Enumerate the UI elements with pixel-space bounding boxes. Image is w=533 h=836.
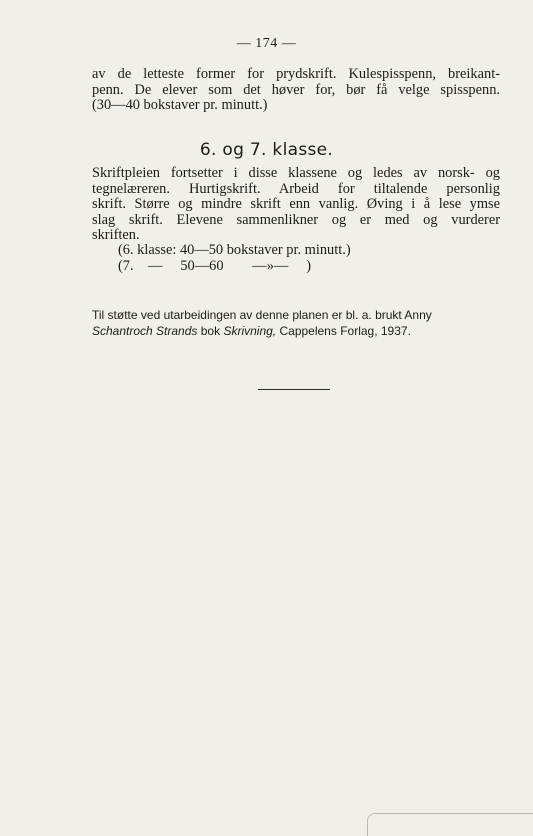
intro-paragraph (92, 67, 500, 114)
footnote-line: Til støtte ved utarbeidingen av denne planen er bl. a. brukt Anny (92, 308, 432, 322)
publisher: Cappelens Forlag, 1937. (279, 324, 411, 338)
speed-line-6: (6. klasse: 40—50 bokstaver pr. minutt.) (118, 242, 351, 258)
text-line: skriften. (92, 227, 140, 243)
footnote-word: bok (200, 324, 221, 338)
text-line: Skriftpleien fortsetter i disse klassene og ledes av norsk- og (92, 165, 500, 181)
section-paragraph (92, 166, 500, 244)
text-line: (30—40 bokstaver pr. minutt.) (92, 97, 268, 113)
footnote-line (92, 323, 504, 339)
text-line: slag skrift. Elevene sammenlikner og er med og vurderer (92, 211, 500, 228)
text-line: skrift. Større og mindre skrift enn vanlig. Øving i å lese ymse (92, 196, 500, 212)
speed-line-7: (7. — 50—60 —»— ) (118, 258, 312, 274)
author-surname: Strands (156, 324, 198, 338)
divider-rule (258, 389, 330, 390)
page-number: — 174 — (236, 36, 297, 51)
text-line: av de letteste former for prydskrift. Kulespisspenn, breikant- (92, 66, 500, 82)
text-line: penn. De elever som det høver for, bør få velge spisspenn. (92, 81, 500, 98)
author-name: Schantroch (92, 324, 153, 338)
section-heading: 6. og 7. klasse. (199, 140, 334, 160)
book-title: Skrivning, (223, 324, 277, 338)
page-edge-mark (367, 813, 533, 836)
text-line: tegnelæreren. Hurtigskrift. Arbeid for tiltalende personlig (92, 180, 500, 197)
footnote (92, 307, 504, 339)
